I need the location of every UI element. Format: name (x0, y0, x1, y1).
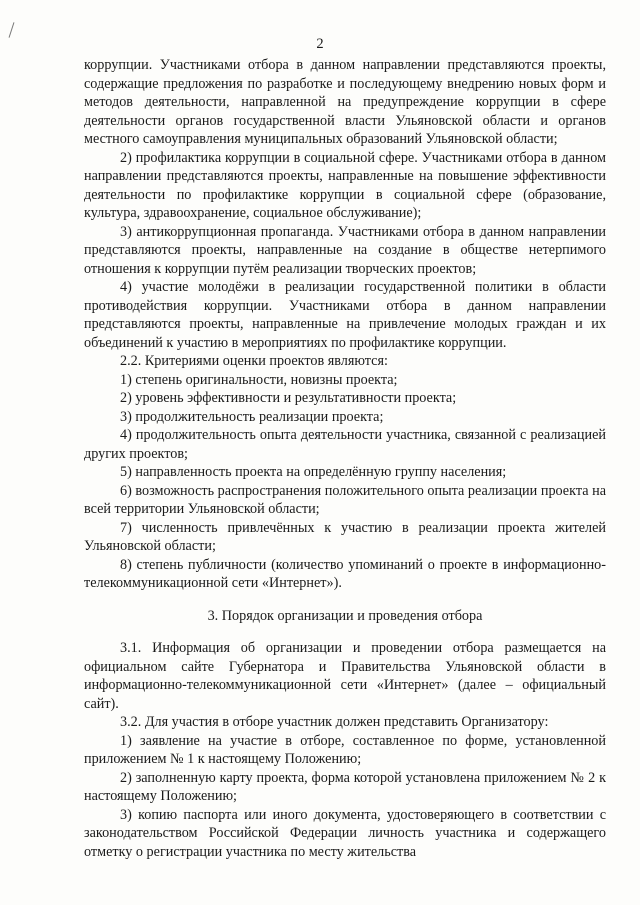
paragraph-continuation: коррупции. Участниками отбора в данном направлении представляются проекты, содержащие предложения по разработке и последующему внедрению новых форм и методов деятельности, направленной на предупреждение коррупции в сфере деятельности органов государственной власти Ульяновской области и органов местного самоуправления муниципальных образований Ульяновской области; (84, 57, 606, 147)
paragraph-criteria-intro: 2.2. Критериями оценки проектов являются: (120, 353, 388, 369)
criterion-1: 1) степень оригинальности, новизны проекта; (120, 371, 398, 388)
paragraph-item-3: 3) антикоррупционная пропаганда. Участниками отбора в данном направлении представляются проекты, направленные на создание в обществе нетерпимого отношения к коррупции путём реализации творческих проектов; (84, 223, 606, 277)
page-number: 2 (316, 36, 324, 52)
criterion-3: 3) продолжительность реализации проекта; (120, 408, 384, 425)
criterion-2: 2) уровень эффективности и результативности проекта; (120, 390, 457, 406)
criterion-7: 7) численность привлечённых к участию в реализации проекта жителей Ульяновской области; (84, 519, 606, 554)
criterion-4: 4) продолжительность опыта деятельности участника, связанной с реализацией других проектов; (84, 427, 606, 462)
paragraph-item-4: 4) участие молодёжи в реализации государственной политики в области противодействия коррупции. Участниками отбора в данном направлении представляются проекты, направленные на привлечение молодых граждан и их объединений к участию в мероприятиях по профилактике коррупции. (84, 279, 606, 351)
paragraph-3-1: 3.1. Информация об организации и проведении отбора размещается на официальном сайте Губернатора и Правительства Ульяновской области в информационно-телекоммуникационной сети «Интернет» (далее – официальный сайт). (84, 640, 606, 712)
section-heading: 3. Порядок организации и проведения отбора (207, 607, 483, 624)
paragraph-item-2: 2) профилактика коррупции в социальной сфере. Участниками отбора в данном направлении представляются проекты, направленные на повышение эффективности деятельности по профилактике коррупции в социальной сфере (образование, культура, здравоохранение, социальное обслуживание); (84, 149, 606, 221)
document-body (84, 56, 606, 861)
criterion-8: 8) степень публичности (количество упоминаний о проекте в информационно-телекоммуникационной сети «Интернет»). (84, 556, 606, 591)
requirement-2: 2) заполненную карту проекта, форма которой установлена приложением № 2 к настоящему Положению; (84, 769, 606, 804)
requirement-3: 3) копию паспорта или иного документа, удостоверяющего в соответствии с законодательством Российской Федерации личность участника и содержащего отметку о регистрации участника по месту жительства (84, 806, 606, 860)
criterion-5: 5) направленность проекта на определённую группу населения; (120, 464, 507, 480)
paragraph-3-2: 3.2. Для участия в отборе участник должен представить Организатору: (120, 714, 549, 730)
requirement-1: 1) заявление на участие в отборе, составленное по форме, установленной приложением № 1 к настоящему Положению; (84, 732, 606, 767)
criterion-6: 6) возможность распространения положительного опыта реализации проекта на всей территории Ульяновской области; (84, 482, 606, 517)
